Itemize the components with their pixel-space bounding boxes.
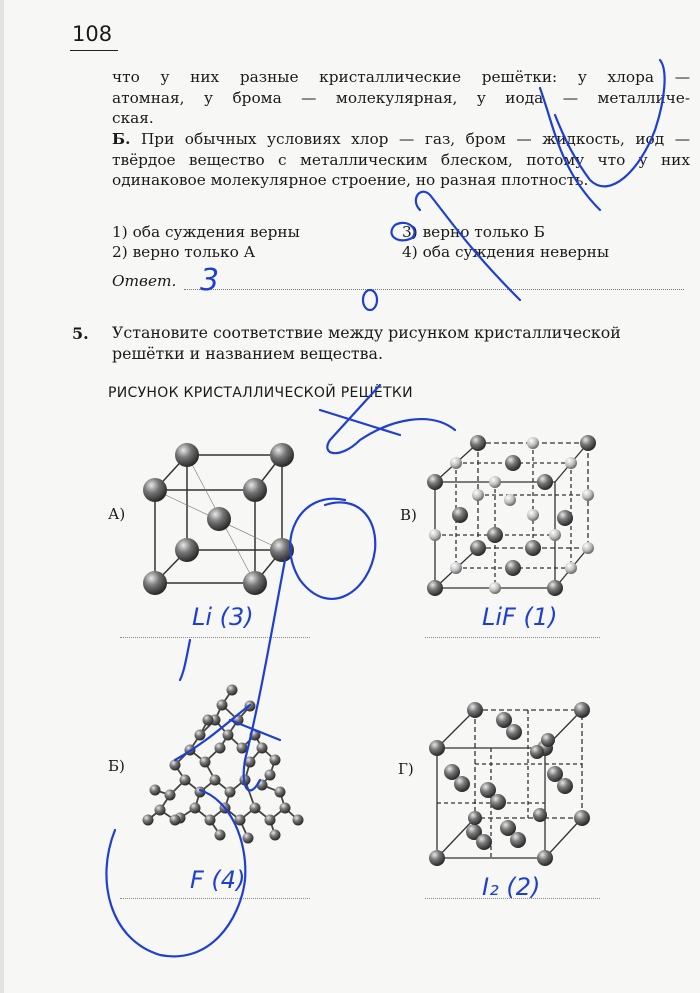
vertical-stroke-ink [244, 560, 285, 790]
lattice-b-atoms [143, 685, 304, 844]
circle-option-3-ink [391, 223, 414, 240]
small-o-ink [363, 290, 377, 310]
option-1: 1) оба суждения верны [112, 223, 300, 241]
large-circle-ink [290, 499, 375, 599]
intro-line: ская. [112, 109, 154, 127]
lattice-label-v: В) [400, 506, 417, 524]
li-stroke-ink [180, 640, 190, 680]
intro-line: что у них разные кристаллические решётки: у хлора — [112, 68, 690, 86]
handwritten-answer-b: F (4) [190, 866, 246, 894]
lattice-v-atoms [427, 435, 596, 596]
answer-handwritten: 3 [200, 263, 220, 298]
intro-line: атомная, у брома — молекулярная, у иода — металличе- [112, 88, 690, 107]
answer-label: Ответ. [112, 272, 177, 290]
statement-b-label: Б. [112, 130, 131, 148]
page-edge [0, 0, 4, 993]
page-number: 108 [72, 22, 113, 46]
option-2: 2) верно только А [112, 243, 256, 261]
handwritten-answer-v: LiF (1) [482, 603, 558, 631]
option-4: 4) оба суждения неверны [402, 243, 610, 261]
stroke-diagonal-ink [416, 192, 520, 300]
task-number: 5. [72, 324, 89, 343]
x-stroke-ink [320, 385, 455, 453]
statement-b-text: При обычных условиях хлор — газ, бром — жидкость, иод — твёрдое вещество с металлическим блеском, потому что у них одинаковое молекулярное строение, но разная плотность. [112, 130, 690, 189]
option-3: 3) верно только Б [402, 223, 545, 241]
lattice-label-g: Г) [398, 760, 414, 778]
lattice-label-a: А) [108, 505, 126, 523]
column-header: РИСУНОК КРИСТАЛЛИЧЕСКОЙ РЕШЁТКИ [108, 385, 413, 401]
lattice-label-b: Б) [108, 757, 125, 775]
task-text: Установите соответствие между рисунком кристаллической решётки и названием вещества. [112, 323, 621, 363]
scribble-top-right-ink [540, 60, 665, 210]
handwritten-answer-g: I₂ (2) [482, 873, 541, 901]
handwritten-answer-a: Li (3) [192, 603, 254, 631]
